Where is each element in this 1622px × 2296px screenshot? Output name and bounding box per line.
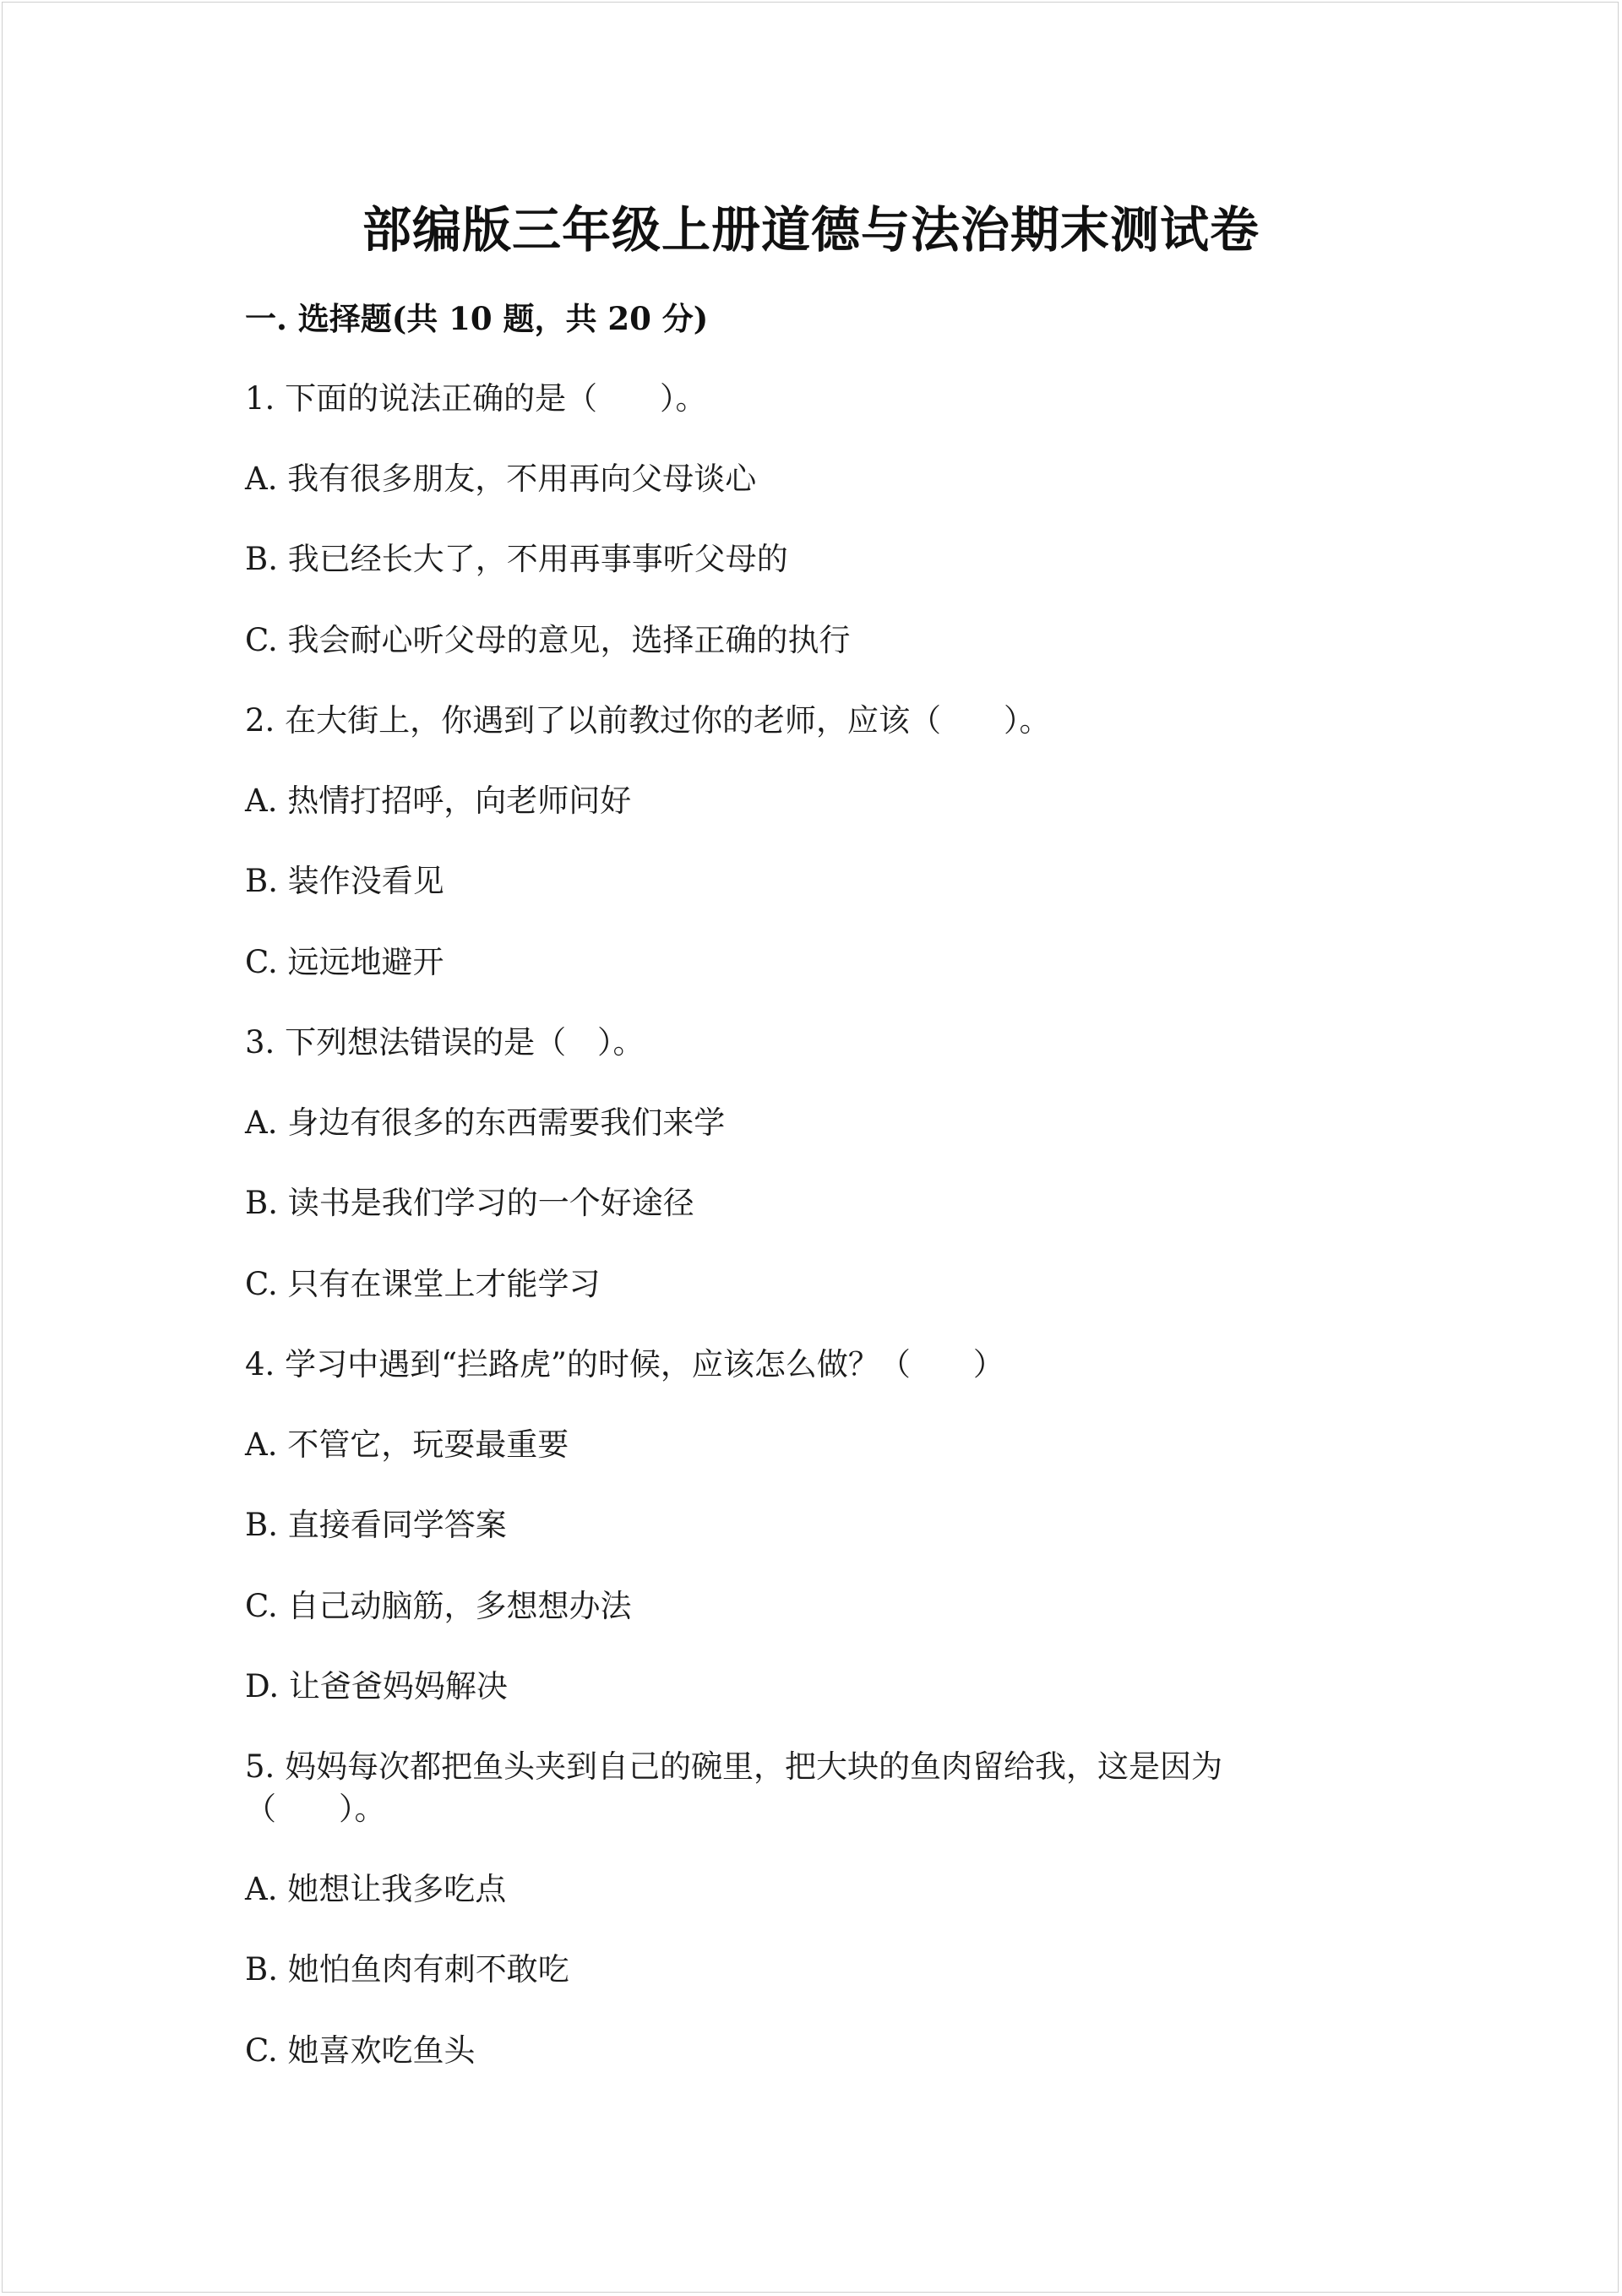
question-4-option-d: D. 让爸爸妈妈解决 bbox=[245, 1668, 508, 1704]
question-5-stem-continued: （ ）。 bbox=[245, 1791, 386, 1827]
question-1-stem: 1. 下面的说法正确的是（ ）。 bbox=[245, 380, 707, 417]
page-title: 部编版三年级上册道德与法治期末测试卷 bbox=[362, 201, 1260, 259]
question-2-option-c: C. 远远地避开 bbox=[245, 944, 444, 980]
question-3-option-a: A. 身边有很多的东西需要我们来学 bbox=[245, 1104, 726, 1141]
question-2-option-b: B. 装作没看见 bbox=[245, 863, 444, 899]
question-5-option-c: C. 她喜欢吃鱼头 bbox=[245, 2032, 476, 2069]
question-1-option-a: A. 我有很多朋友，不用再向父母谈心 bbox=[245, 461, 757, 497]
question-5-option-b: B. 她怕鱼肉有刺不敢吃 bbox=[245, 1951, 569, 1988]
question-4-stem: 4. 学习中遇到“拦路虎”的时候，应该怎么做？（ ） bbox=[245, 1346, 1004, 1383]
question-5-stem: 5. 妈妈每次都把鱼头夹到自己的碗里，把大块的鱼肉留给我，这是因为 bbox=[245, 1748, 1223, 1785]
question-3-stem: 3. 下列想法错误的是（ ）。 bbox=[245, 1024, 645, 1061]
question-1-option-c: C. 我会耐心听父母的意见，选择正确的执行 bbox=[245, 622, 851, 658]
question-5-option-a: A. 她想让我多吃点 bbox=[245, 1871, 507, 1907]
question-3-option-b: B. 读书是我们学习的一个好途径 bbox=[245, 1185, 694, 1221]
question-2-option-a: A. 热情打招呼，向老师问好 bbox=[245, 783, 632, 819]
question-2-stem: 2. 在大街上，你遇到了以前教过你的老师，应该（ ）。 bbox=[245, 702, 1051, 739]
question-1-option-b: B. 我已经长大了，不用再事事听父母的 bbox=[245, 541, 788, 577]
section-heading: 一. 选择题(共 10 题，共 20 分) bbox=[245, 300, 709, 337]
question-4-option-a: A. 不管它，玩耍最重要 bbox=[245, 1426, 569, 1463]
question-3-option-c: C. 只有在课堂上才能学习 bbox=[245, 1266, 601, 1302]
question-4-option-c: C. 自己动脑筋，多想想办法 bbox=[245, 1588, 632, 1624]
question-4-option-b: B. 直接看同学答案 bbox=[245, 1507, 507, 1543]
